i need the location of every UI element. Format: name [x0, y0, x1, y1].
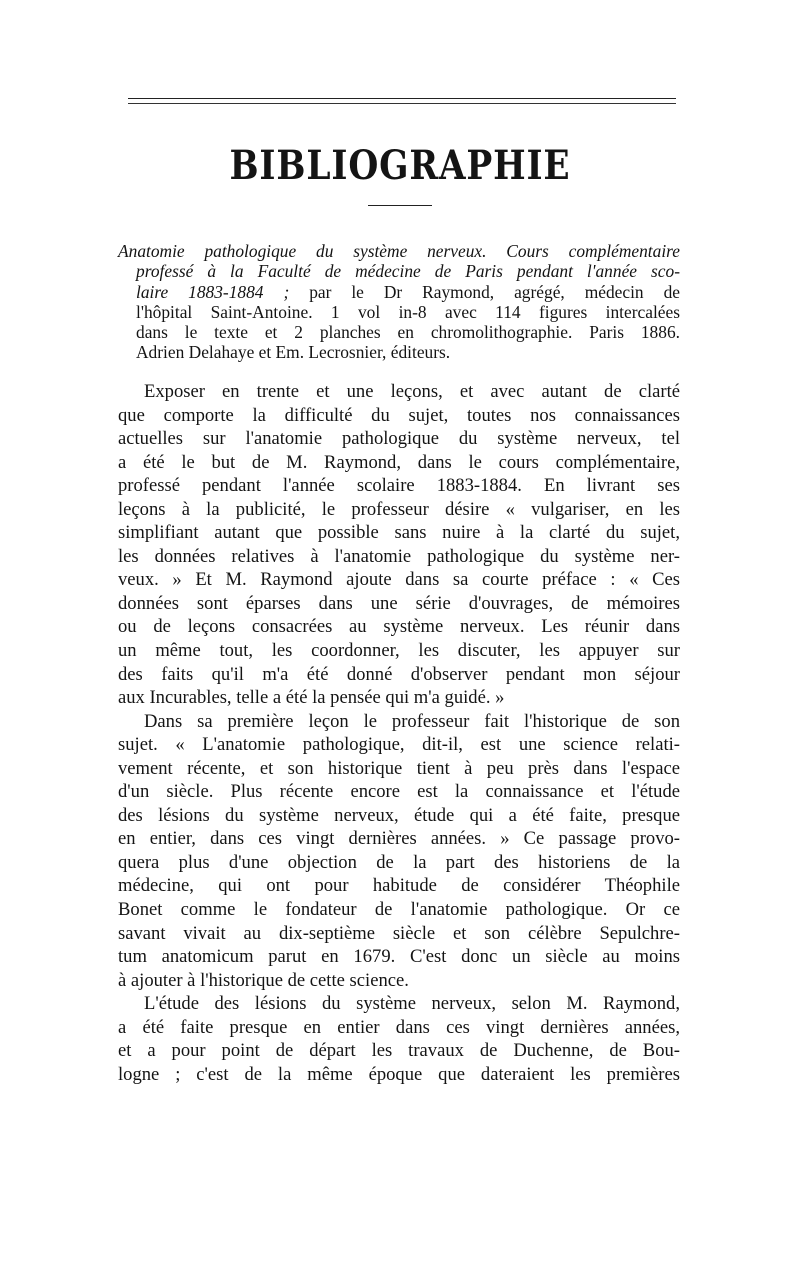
biblio-line: dans le texte et 2 planches en chromolithographie. Paris 1886. [136, 322, 680, 343]
text-line: que comporte la difficulté du sujet, toutes nos connaissances [118, 404, 680, 426]
text-line: données sont éparses dans une série d'ouvrages, de mémoires [118, 592, 680, 614]
biblio-line [118, 282, 680, 302]
text-line: a été le but de M. Raymond, dans le cours complémentaire, [118, 451, 680, 473]
text-line: en entier, dans ces vingt dernières années. » Ce passage provo- [118, 828, 680, 850]
text-line: L'étude des lésions du système nerveux, selon M. Raymond, [144, 993, 680, 1015]
title-underline-rule [368, 205, 432, 206]
top-double-rule-lower [128, 103, 676, 104]
text-line: Bonet comme le fondateur de l'anatomie pathologique. Or ce [118, 899, 680, 921]
text-line: les données relatives à l'anatomie pathologique du système ner- [118, 545, 680, 567]
biblio-line: l'hôpital Saint-Antoine. 1 vol in-8 avec 114 figures intercalées [136, 301, 680, 322]
biblio-line: Anatomie pathologique du système nerveux. Cours complémentaire [118, 241, 680, 261]
text-line: tum anatomicum parut en 1679. C'est donc un siècle au moins [118, 946, 680, 968]
text-line: simplifiant autant que possible sans nuire à la clarté du sujet, [118, 522, 680, 544]
biblio-roman-part: par le Dr Raymond, agrégé, médecin de [289, 281, 680, 302]
text-line: leçons à la publicité, le professeur désire « vulgariser, en les [118, 498, 680, 520]
bibliography-entry [118, 241, 680, 363]
text-line: des lésions du système nerveux, étude qui a été faite, presque [118, 804, 680, 826]
text-line: actuelles sur l'anatomie pathologique du système nerveux, tel [118, 428, 680, 450]
text-line: professé pendant l'année scolaire 1883-1884. En livrant ses [118, 475, 680, 497]
text-line: Dans sa première leçon le professeur fait l'historique de son [144, 710, 680, 732]
review-body [118, 380, 680, 1086]
biblio-line: professé à la Faculté de médecine de Paris pendant l'année sco- [136, 261, 680, 282]
text-line: et a pour point de départ les travaux de Duchenne, de Bou- [118, 1040, 680, 1062]
text-line: à ajouter à l'historique de cette science. [118, 969, 409, 991]
text-line: sujet. « L'anatomie pathologique, dit-il, est une science relati- [118, 734, 680, 756]
page-title: BIBLIOGRAPHIE [229, 142, 571, 189]
text-line: d'un siècle. Plus récente encore est la connaissance et l'étude [118, 781, 680, 803]
text-line: Exposer en trente et une leçons, et avec autant de clarté [144, 381, 680, 402]
text-line: a été faite presque en entier dans ces vingt dernières années, [118, 1016, 680, 1038]
text-line: ou de leçons consacrées au système nerveux. Les réunir dans [118, 616, 680, 638]
biblio-line: Adrien Delahaye et Em. Lecrosnier, éditeurs. [136, 342, 451, 363]
biblio-italic-part: laire 1883-1884 ; [136, 281, 290, 302]
text-line: veux. » Et M. Raymond ajoute dans sa courte préface : « Ces [118, 569, 680, 591]
text-line: savant vivait au dix-septième siècle et son célèbre Sepulchre- [118, 922, 680, 944]
text-line: logne ; c'est de la même époque que dateraient les premières [118, 1063, 680, 1085]
text-line: des faits qu'il m'a été donné d'observer pendant mon séjour [118, 663, 680, 685]
text-line: aux Incurables, telle a été la pensée qui m'a guidé. » [118, 687, 505, 709]
top-double-rule [128, 98, 676, 99]
text-line: vement récente, et son historique tient à peu près dans l'espace [118, 757, 680, 779]
text-line: médecine, qui ont pour habitude de considérer Théophile [118, 875, 680, 897]
text-line: quera plus d'une objection de la part des historiens de la [118, 851, 680, 873]
text-line: un même tout, les coordonner, les discuter, les appuyer sur [118, 640, 680, 662]
